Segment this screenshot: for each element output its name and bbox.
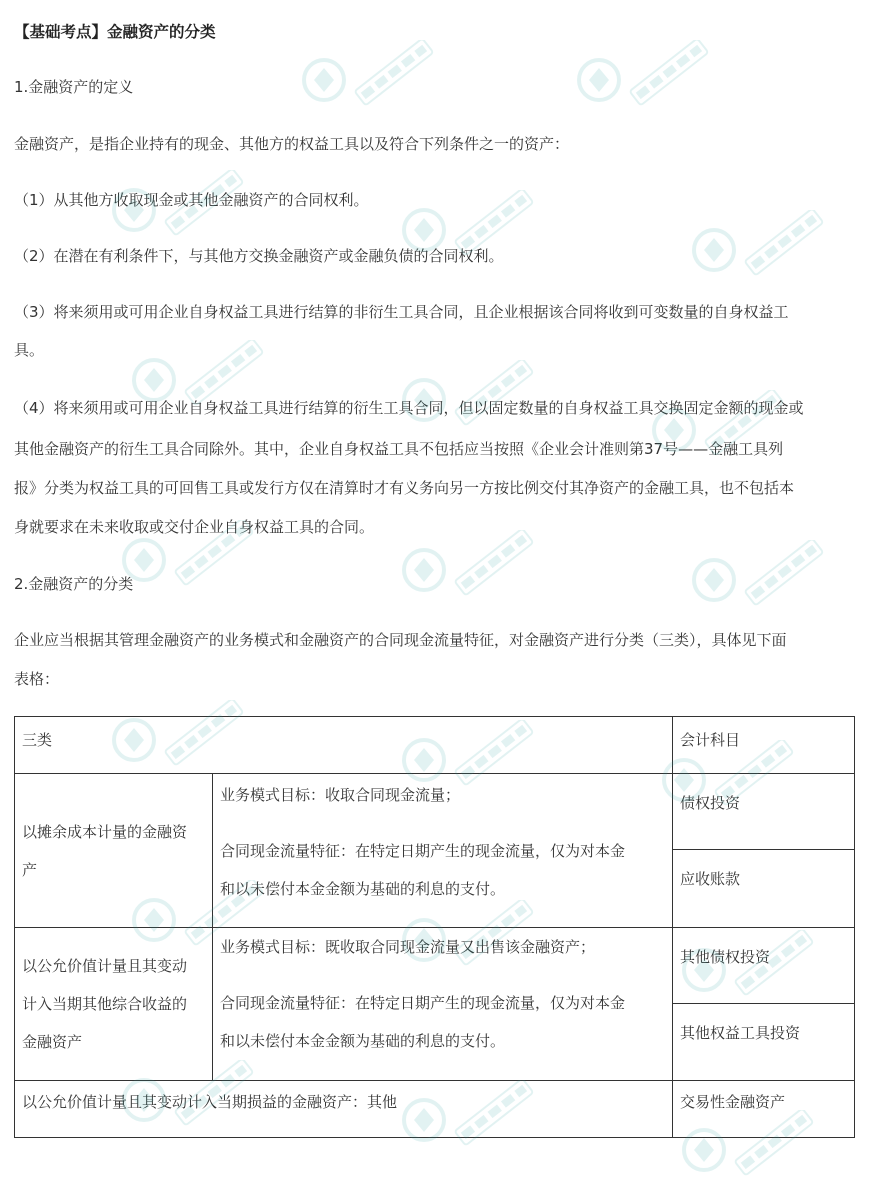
definition-intro: 金融资产，是指企业持有的现金、其他方的权益工具以及符合下列条件之一的资产： [14, 135, 570, 153]
cash-flow-text-line: 和以未偿付本金金额为基础的利息的支付。 [220, 880, 506, 898]
category-name-line: 以摊余成本计量的金融资 [22, 822, 188, 841]
definition-item-2: （2）在潜在有利条件下，与其他方交换金融资产或金融负债的合同权利。 [14, 247, 504, 265]
definition-item-3-line-1: （3）将来须用或可用企业自身权益工具进行结算的非衍生工具合同，且企业根据该合同将收到可变数量的自身权益工 [14, 303, 789, 321]
category-name-line: 金融资产 [22, 1033, 83, 1051]
cash-flow-text-line: 合同现金流量特征：在特定日期产生的现金流量，仅为对本金 [220, 994, 626, 1012]
cash-flow-text-line: 合同现金流量特征：在特定日期产生的现金流量，仅为对本金 [220, 842, 626, 860]
business-model-text: 业务模式目标：收取合同现金流量； [220, 786, 461, 804]
category-name-line: 以公允价值计量且其变动 [22, 957, 188, 975]
category-cell-fvoci [15, 928, 213, 1081]
page-title: 【基础考点】金融资产的分类 [14, 23, 216, 41]
section-heading-classification: 2.金融资产的分类 [14, 575, 134, 593]
account-cell-trading-assets: 交易性金融资产 [673, 1081, 855, 1138]
category-name-line: 计入当期其他综合收益的 [22, 995, 188, 1013]
account-cell-receivables: 应收账款 [673, 850, 855, 928]
criteria-cell-amortized-cost [213, 774, 673, 928]
business-model-text: 业务模式目标：既收取合同现金流量又出售该金融资产； [220, 938, 596, 956]
classification-intro-line-1: 企业应当根据其管理金融资产的业务模式和金融资产的合同现金流量特征，对金融资产进行分类（三类），具体见下面 [14, 631, 787, 649]
criteria-cell-fvoci [213, 928, 673, 1081]
definition-item-4-line-4: 身就要求在未来收取或交付企业自身权益工具的合同。 [14, 518, 375, 536]
account-cell-other-equity-investment: 其他权益工具投资 [673, 1004, 855, 1081]
definition-item-4-line-3: 报》分类为权益工具的可回售工具或发行方仅在清算时才有义务向另一方按比例交付其净资产的金融工具，也不包括本 [14, 479, 795, 497]
header-cell-category: 三类 [15, 717, 673, 774]
definition-item-1: （1）从其他方收取现金或其他金融资产的合同权利。 [14, 191, 369, 209]
table-row [15, 928, 855, 1004]
category-cell-amortized-cost [15, 774, 213, 928]
table-row [15, 774, 855, 850]
definition-item-4-line-2: 其他金融资产的衍生工具合同除外。其中，企业自身权益工具不包括应当按照《企业会计准则第37号——金融工具列 [14, 440, 784, 458]
header-cell-account: 会计科目 [673, 717, 855, 774]
table-header-row [15, 717, 855, 774]
account-cell-debt-investment: 债权投资 [673, 774, 855, 850]
account-cell-other-debt-investment: 其他债权投资 [673, 928, 855, 1004]
section-heading-definition: 1.金融资产的定义 [14, 78, 134, 96]
definition-item-4-line-1: （4）将来须用或可用企业自身权益工具进行结算的衍生工具合同，但以固定数量的自身权益工具交换固定金额的现金或 [14, 399, 804, 417]
definition-item-3-line-2: 具。 [14, 341, 45, 359]
table-row [15, 1081, 855, 1138]
category-cell-fvtpl: 以公允价值计量且其变动计入当期损益的金融资产：其他 [15, 1081, 673, 1138]
classification-intro-line-2: 表格： [14, 670, 60, 688]
cash-flow-text-line: 和以未偿付本金金额为基础的利息的支付。 [220, 1032, 506, 1050]
category-name-line: 产 [22, 860, 38, 879]
classification-table [14, 716, 855, 1138]
